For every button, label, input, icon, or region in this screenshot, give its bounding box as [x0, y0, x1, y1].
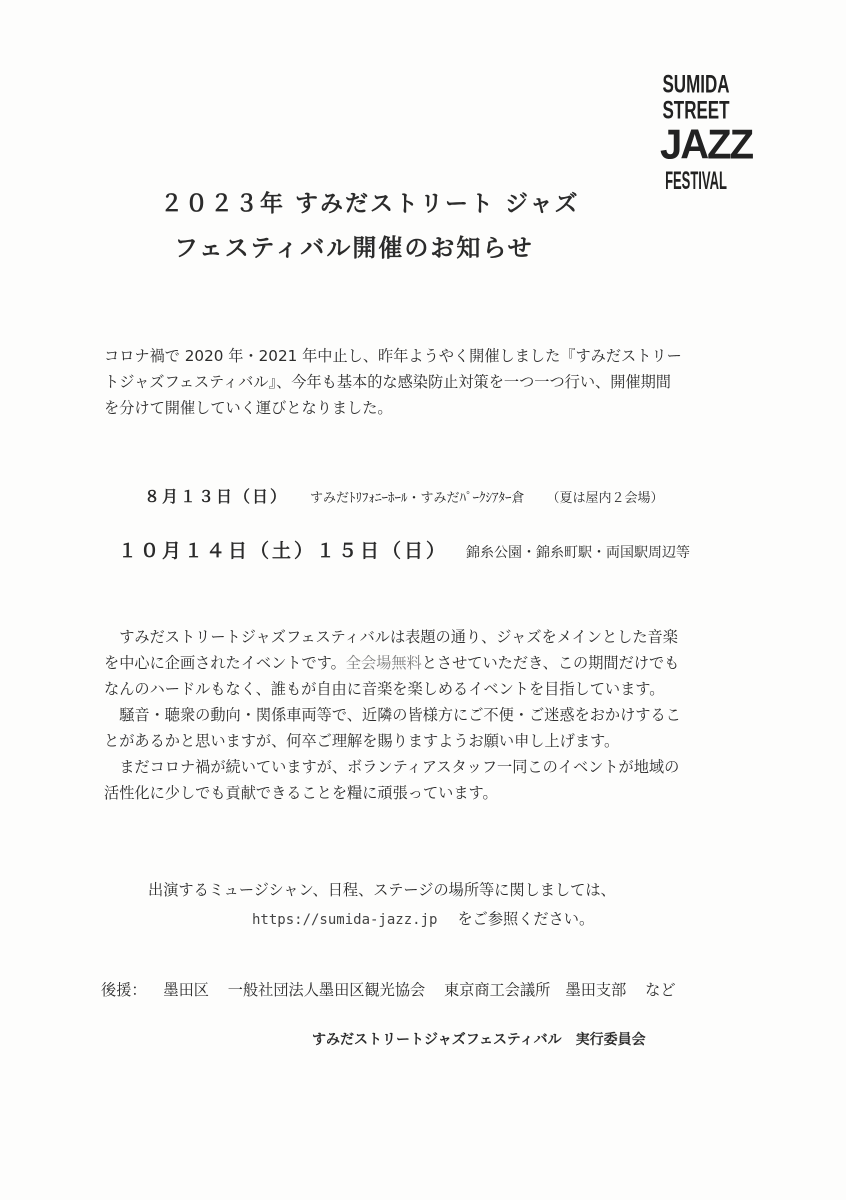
intro-line: コロナ禍で 2020 年・2021 年中止し、昨年ようやく開催しました『すみだストリー [104, 347, 682, 365]
organizer-signature [312, 1029, 646, 1049]
title-line-2: フェスティバル開催のお知らせ [174, 234, 534, 262]
logo-line-jazz: JAZZ [660, 121, 752, 169]
body-text-segment: を中心に企画されたイベントです。 [104, 654, 346, 672]
schedule-august [144, 484, 664, 507]
support-label: 後援： [101, 981, 147, 999]
body-line: すみだストリートジャズフェスティバルは表題の通り、ジャズをメインとした音楽 [104, 628, 678, 646]
support-line [101, 979, 676, 1000]
title-line-1: ２０２３年 すみだストリート ジャズ [160, 191, 580, 217]
logo-line-sumida: SUMIDA [662, 70, 730, 99]
page-title [160, 182, 580, 270]
body-text-segment: とさせていただき、この期間だけでも [421, 654, 680, 672]
body-line: 活性化に少しでも貢献できることを糧に頑張っています。 [104, 784, 498, 802]
festival-logo [660, 70, 752, 196]
organizer-name: すみだストリートジャズフェスティバル [312, 1032, 562, 1048]
body-line: なんのハードルもなく、誰もが自由に音楽を楽しめるイベントを目指しています。 [104, 680, 665, 698]
body-line: まだコロナ禍が続いていますが、ボランティアスタッフ一同このイベントが地域の [104, 758, 680, 776]
schedule-date-2: １０月１４日（土）１５日（日） [118, 540, 449, 562]
info-suffix: をご参照ください。 [457, 910, 595, 928]
logo-line-festival: FESTIVAL [665, 166, 727, 195]
support-item: 墨田区 [163, 981, 209, 999]
support-item: 一般社団法人墨田区観光協会 [227, 981, 426, 999]
info-line-1: 出演するミュージシャン、日程、ステージの場所等に関しましては、 [148, 881, 616, 899]
schedule-date-1: ８月１３日（日） [144, 487, 289, 506]
schedule-venue-2: 錦糸公園・錦糸町駅・両国駅周辺等 [466, 545, 691, 561]
website-link[interactable]: https://sumida-jazz.jp [252, 912, 438, 928]
intro-line: トジャズフェスティバル』、今年も基本的な感染防止対策を一つ一つ行い、開催期間 [104, 373, 671, 391]
schedule-note-1: （夏は屋内２会場） [546, 491, 664, 506]
support-item: など [645, 981, 676, 999]
free-admission-highlight: 全会場無料 [345, 654, 422, 672]
info-line-2 [148, 905, 708, 935]
description-paragraph [104, 624, 754, 806]
intro-paragraph [104, 343, 754, 421]
schedule-october [118, 536, 690, 563]
info-section [148, 876, 708, 935]
organizer-role: 実行委員会 [575, 1032, 646, 1048]
intro-line: を分けて開催していく運びとなりました。 [104, 399, 393, 417]
body-line: とがあるかと思いますが、何卒ご理解を賜りますようお願い申し上げます。 [104, 732, 620, 750]
support-item: 東京商工会議所 墨田支部 [444, 981, 627, 999]
body-line [104, 650, 754, 676]
body-line: 騒音・聴衆の動向・関係車両等で、近隣の皆様方にご不便・ご迷惑をおかけするこ [104, 706, 681, 724]
logo-line-street: STREET [662, 96, 730, 125]
schedule-venue-1: すみだﾄﾘﾌｫﾆｰﾎｰﾙ・すみだﾊﾟｰｸｼｱﾀｰ倉 [310, 491, 525, 506]
